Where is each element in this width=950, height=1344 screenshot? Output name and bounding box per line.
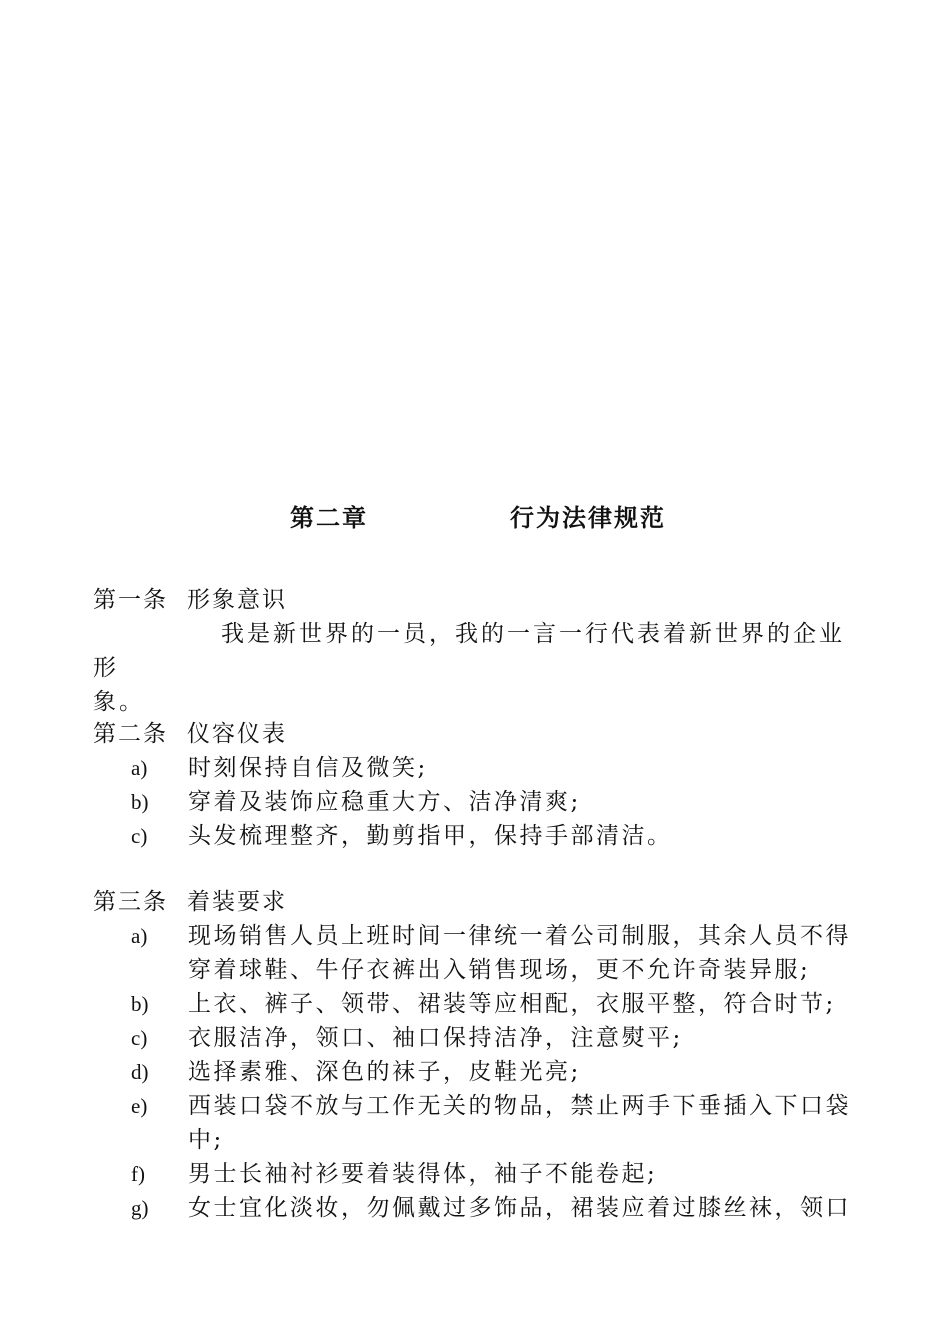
article-heading xyxy=(93,717,863,751)
article-title: 着装要求 xyxy=(187,889,287,915)
article-title: 仪容仪表 xyxy=(187,721,287,747)
article-paragraph-line: 我是新世界的一员，我的一言一行代表着新世界的企业形 xyxy=(93,621,845,681)
article-heading xyxy=(93,885,863,919)
chapter-number: 第二章 xyxy=(290,503,368,532)
item-text: 女士宜化淡妆，勿佩戴过多饰品，裙装应着过膝丝袜，领口 xyxy=(188,1195,851,1221)
item-marker: a) xyxy=(131,924,148,948)
item-text: 穿着及装饰应稳重大方、洁净清爽; xyxy=(188,789,581,815)
article-2 xyxy=(93,717,863,853)
article-1 xyxy=(93,583,863,719)
item-marker: g) xyxy=(131,1196,149,1220)
list-item xyxy=(93,919,863,987)
item-marker: d) xyxy=(131,1060,149,1084)
article-3 xyxy=(93,885,863,1225)
item-marker: a) xyxy=(131,756,148,780)
item-marker: c) xyxy=(131,1026,148,1050)
list-item xyxy=(93,1089,863,1157)
article-label: 第一条 xyxy=(93,587,168,613)
item-text: 选择素雅、深色的袜子，皮鞋光亮; xyxy=(188,1059,581,1085)
item-list xyxy=(93,751,863,853)
item-text: 时刻保持自信及微笑; xyxy=(188,755,428,781)
item-marker: e) xyxy=(131,1094,148,1118)
list-item xyxy=(93,1021,863,1055)
item-list xyxy=(93,919,863,1225)
list-item xyxy=(93,751,863,785)
item-marker: f) xyxy=(131,1162,145,1186)
list-item xyxy=(93,1191,863,1225)
list-item xyxy=(93,1055,863,1089)
item-text: 男士长袖衬衫要着装得体，袖子不能卷起; xyxy=(188,1161,658,1187)
item-text: 现场销售人员上班时间一律统一着公司制服，其余人员不得穿着球鞋、牛仔衣裤出入销售现场，更不允许奇装异服; xyxy=(188,923,851,983)
chapter-title: 行为法律规范 xyxy=(510,503,666,532)
item-text: 西装口袋不放与工作无关的物品，禁止两手下垂插入下口袋中; xyxy=(188,1093,851,1153)
item-marker: c) xyxy=(131,824,148,848)
list-item xyxy=(93,1157,863,1191)
item-text: 衣服洁净，领口、袖口保持洁净，注意熨平; xyxy=(188,1025,683,1051)
item-text: 头发梳理整齐，勤剪指甲，保持手部清洁。 xyxy=(188,823,673,849)
item-marker: b) xyxy=(131,992,149,1016)
article-title: 形象意识 xyxy=(187,587,287,613)
list-item xyxy=(93,987,863,1021)
article-label: 第二条 xyxy=(93,721,168,747)
list-item xyxy=(93,819,863,853)
article-paragraph-line: 象。 xyxy=(93,689,145,715)
article-heading xyxy=(93,583,863,617)
article-label: 第三条 xyxy=(93,889,168,915)
item-marker: b) xyxy=(131,790,149,814)
list-item xyxy=(93,785,863,819)
item-text: 上衣、裤子、领带、裙装等应相配，衣服平整，符合时节; xyxy=(188,991,836,1017)
